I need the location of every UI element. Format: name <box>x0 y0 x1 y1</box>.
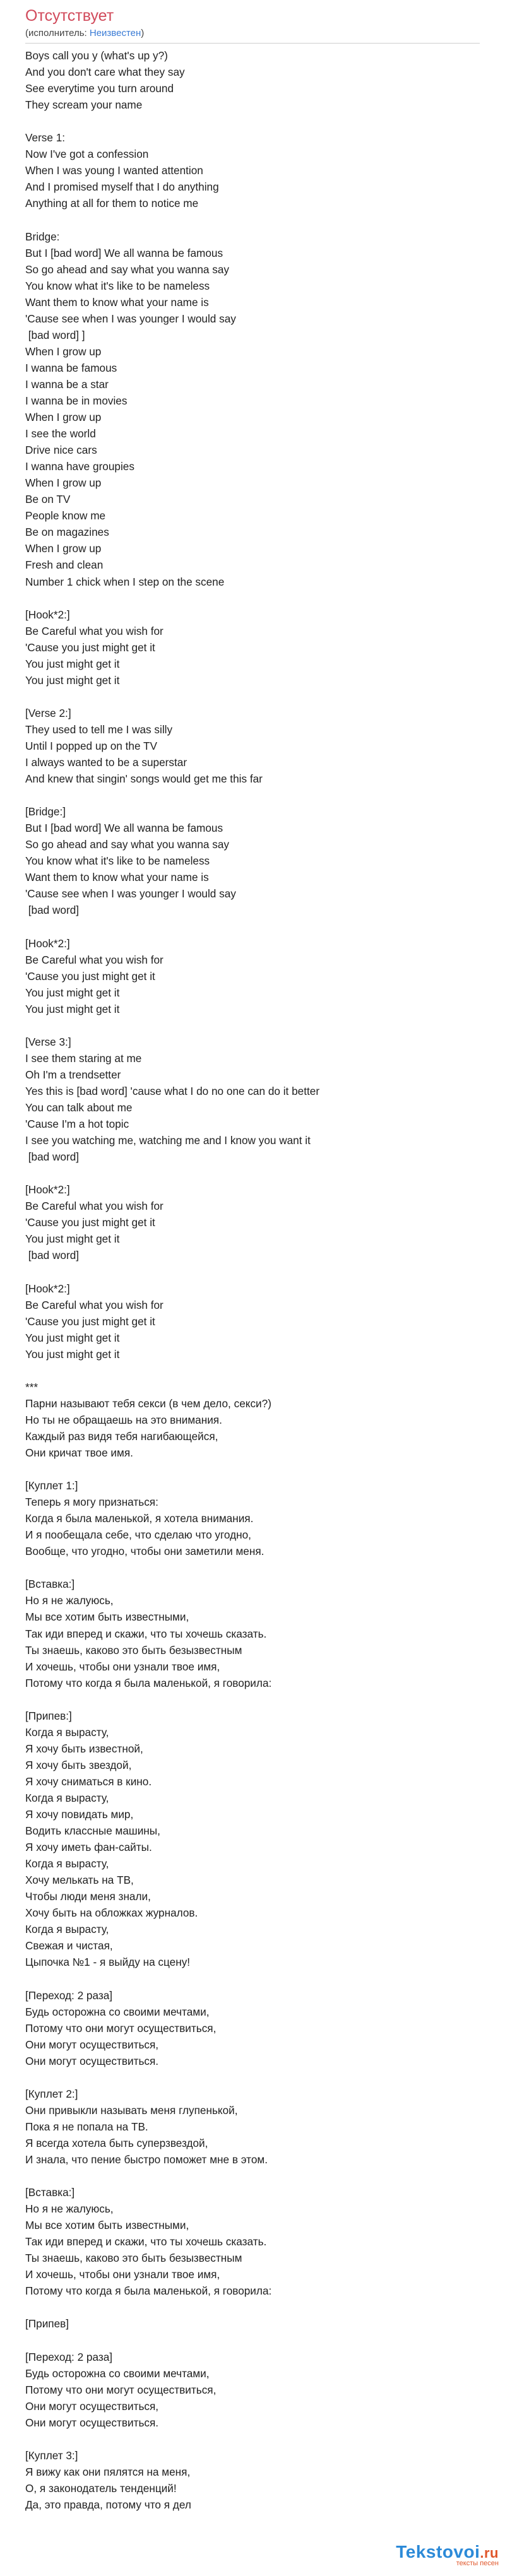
lyrics-body <box>25 47 480 2513</box>
lyric-line: Я хочу сниматься в кино. <box>25 1775 152 1788</box>
lyric-line: [Припев] <box>25 2317 69 2331</box>
lyric-line: И я пообещала себе, что сделаю что угодно, <box>25 1528 251 1542</box>
lyric-blank-line <box>25 918 480 935</box>
lyric-line: I always wanted to be a superstar <box>25 756 187 769</box>
lyric-line: [bad word] ] <box>25 328 85 341</box>
lyric-line: Verse 1: <box>25 131 66 145</box>
lyric-line: Be Careful what you wish for <box>25 1298 163 1311</box>
lyric-line: So go ahead and say what you wanna say <box>25 838 229 851</box>
lyric-line: Anything at all for them to notice me <box>25 197 199 210</box>
lyric-line: [bad word] <box>25 1150 80 1164</box>
lyric-line: When I grow up <box>25 476 102 490</box>
lyric-line: Но я не жалуюсь, <box>25 1594 114 1607</box>
lyric-line: Want them to know what your name is <box>25 295 209 309</box>
lyric-blank-line <box>25 211 480 228</box>
lyric-line: 'Cause you just might get it <box>25 969 155 983</box>
lyric-line: I wanna be a star <box>25 377 109 391</box>
lyric-line: I wanna be in movies <box>25 394 128 407</box>
lyric-line: Когда я вырасту, <box>25 1857 109 1870</box>
watermark-tagline: тексты песен <box>456 2560 499 2567</box>
lyric-line: [Припев:] <box>25 1709 72 1722</box>
lyric-line: 'Cause you just might get it <box>25 1216 155 1229</box>
lyric-line: Be Careful what you wish for <box>25 953 163 966</box>
lyric-line: You just might get it <box>25 1347 120 1361</box>
lyric-line: [Куплет 1:] <box>25 1479 78 1492</box>
artist-suffix: ) <box>141 28 145 38</box>
lyric-line: [Hook*2:] <box>25 1282 70 1295</box>
lyric-line: [Hook*2:] <box>25 936 70 950</box>
lyric-line: You just might get it <box>25 673 120 687</box>
lyric-line: 'Cause I'm a hot topic <box>25 1118 129 1131</box>
lyric-line: Be Careful what you wish for <box>25 1200 163 1213</box>
lyric-line: People know me <box>25 509 106 523</box>
lyric-line: Мы все хотим быть известными, <box>25 1610 189 1624</box>
lyric-line: You just might get it <box>25 986 120 999</box>
lyric-line: They used to tell me I was silly <box>25 723 173 736</box>
lyric-line: [Куплет 3:] <box>25 2449 78 2462</box>
lyric-line: Вообще, что угодно, чтобы они заметили меня. <box>25 1545 264 1558</box>
lyric-line: 'Cause see when I was younger I would say <box>25 312 236 325</box>
lyric-line: Be on magazines <box>25 526 109 539</box>
lyric-line: Потому что они могут осуществиться, <box>25 2383 217 2396</box>
lyric-line: You just might get it <box>25 1232 120 1246</box>
lyric-line: Они могут осуществиться, <box>25 2399 159 2413</box>
lyric-line: Я хочу быть известной, <box>25 1742 143 1755</box>
lyric-line: I see the world <box>25 427 96 440</box>
lyric-blank-line <box>25 590 480 606</box>
lyric-line: Будь осторожна со своими мечтами, <box>25 2366 210 2380</box>
lyric-blank-line <box>25 1461 480 1477</box>
lyric-line: [Вставка:] <box>25 1578 75 1591</box>
title-divider <box>25 43 480 44</box>
lyric-blank-line <box>25 1691 480 1708</box>
artist-prefix: (исполнитель: <box>25 28 90 38</box>
lyric-line: Хочу мелькать на ТВ, <box>25 1874 134 1887</box>
lyric-line: [Переход: 2 раза] <box>25 1988 113 2002</box>
lyric-line: I wanna have groupies <box>25 460 134 473</box>
lyric-blank-line <box>25 2069 480 2086</box>
lyric-line: And you don't care what they say <box>25 66 185 79</box>
lyric-line: When I was young I wanted attention <box>25 164 203 177</box>
lyric-line: Ты знаешь, каково это быть безызвестным <box>25 2252 242 2265</box>
lyric-line: Bridge: <box>25 230 60 243</box>
lyric-line: Они кричат твое имя. <box>25 1446 133 1459</box>
lyric-blank-line <box>25 2332 480 2349</box>
lyric-line: Когда я вырасту, <box>25 1725 109 1739</box>
lyric-line: Be on TV <box>25 493 71 506</box>
lyric-line: 'Cause you just might get it <box>25 641 155 654</box>
lyric-line: Ты знаешь, каково это быть безызвестным <box>25 1643 242 1657</box>
watermark-suffix: .ru <box>480 2545 499 2561</box>
lyric-line: [Hook*2:] <box>25 608 70 621</box>
lyric-line: Так иди вперед и скажи, что ты хочешь сказать. <box>25 1627 267 1640</box>
lyric-line: Водить классные машины, <box>25 1824 160 1838</box>
lyric-line: О, я законодатель тенденций! <box>25 2481 177 2495</box>
lyric-blank-line <box>25 1165 480 1181</box>
lyric-line: And knew that singin' songs would get me this far <box>25 772 263 786</box>
lyric-line: I wanna be famous <box>25 361 117 374</box>
lyric-line: Свежая и чистая, <box>25 1939 113 1953</box>
lyric-line: [Вставка:] <box>25 2186 75 2199</box>
lyric-line: Потому что когда я была маленькой, я говорила: <box>25 1676 272 1689</box>
lyric-line: But I [bad word] We all wanna be famous <box>25 822 223 835</box>
lyric-line: [Bridge:] <box>25 805 66 818</box>
lyric-line: I see you watching me, watching me and I know you want it <box>25 1134 311 1147</box>
lyric-line: Want them to know what your name is <box>25 871 209 884</box>
lyric-line: Я вижу как они пялятся на меня, <box>25 2465 191 2478</box>
lyric-line: You just might get it <box>25 1331 120 1344</box>
lyric-blank-line <box>25 1362 480 1379</box>
lyric-line: You can talk about me <box>25 1101 133 1114</box>
lyric-line: 'Cause you just might get it <box>25 1315 155 1328</box>
lyric-line: Так иди вперед и скажи, что ты хочешь сказать. <box>25 2235 267 2248</box>
lyric-line: Но ты не обращаешь на это внимания. <box>25 1413 222 1426</box>
lyric-line: Хочу быть на обложках журналов. <box>25 1906 198 1920</box>
lyric-line: Но я не жалуюсь, <box>25 2202 114 2216</box>
lyric-line: Когда я была маленькой, я хотела внимания. <box>25 1512 254 1525</box>
lyric-line: You know what it's like to be nameless <box>25 279 210 292</box>
lyric-blank-line <box>25 2299 480 2315</box>
song-title: Отсутствует <box>25 7 114 25</box>
lyric-line: Drive nice cars <box>25 444 97 457</box>
lyric-line: When I grow up <box>25 542 102 555</box>
lyric-line: [Куплет 2:] <box>25 2087 78 2100</box>
lyric-line: Пока я не попала на ТВ. <box>25 2120 148 2133</box>
lyric-line: И хочешь, чтобы они узнали твое имя, <box>25 2268 220 2281</box>
lyric-line: But I [bad word] We all wanna be famous <box>25 246 223 259</box>
artist-line <box>25 27 480 40</box>
lyric-line: Be Careful what you wish for <box>25 624 163 637</box>
lyric-line: Будь осторожна со своими мечтами, <box>25 2005 210 2018</box>
lyric-line: Number 1 chick when I step on the scene <box>25 575 225 588</box>
lyric-line: And I promised myself that I do anything <box>25 180 219 194</box>
lyric-line: Они могут осуществиться. <box>25 2054 159 2067</box>
lyric-line: They scream your name <box>25 98 143 112</box>
lyric-line: Now I've got a confession <box>25 148 149 161</box>
lyric-line: И хочешь, чтобы они узнали твое имя, <box>25 1660 220 1673</box>
lyric-line: You just might get it <box>25 1002 120 1015</box>
lyric-line: Я хочу быть звездой, <box>25 1758 132 1771</box>
lyric-line: When I grow up <box>25 345 102 358</box>
lyric-line: Цыпочка №1 - я выйду на сцену! <box>25 1956 191 1969</box>
lyric-line: Yes this is [bad word] 'cause what I do no one can do it better <box>25 1084 320 1097</box>
lyric-blank-line <box>25 1017 480 1034</box>
lyric-blank-line <box>25 1263 480 1280</box>
site-watermark <box>396 2542 499 2567</box>
lyric-blank-line <box>25 113 480 129</box>
lyric-line: I see them staring at me <box>25 1051 142 1065</box>
lyric-line: Когда я вырасту, <box>25 1923 109 1936</box>
lyric-line: Потому что когда я была маленькой, я говорила: <box>25 2284 272 2298</box>
lyric-blank-line <box>25 2431 480 2447</box>
lyric-line: Парни называют тебя секси (в чем дело, секси?) <box>25 1397 271 1410</box>
lyric-line: Чтобы люди меня знали, <box>25 1890 151 1903</box>
lyric-line: You know what it's like to be nameless <box>25 854 210 868</box>
lyric-line: Когда я вырасту, <box>25 1791 109 1804</box>
lyric-line: И знала, что пение быстро поможет мне в этом. <box>25 2153 268 2166</box>
lyric-line: Теперь я могу признаться: <box>25 1496 158 1509</box>
lyric-line: [Verse 3:] <box>25 1035 71 1048</box>
lyric-blank-line <box>25 688 480 705</box>
lyric-line: You just might get it <box>25 657 120 670</box>
lyric-line: Мы все хотим быть известными, <box>25 2219 189 2232</box>
lyric-line: Они могут осуществиться, <box>25 2038 159 2051</box>
lyric-line: When I grow up <box>25 411 102 424</box>
lyric-blank-line <box>25 1559 480 1576</box>
watermark-main: Tekstovoi <box>396 2542 480 2561</box>
lyric-line: [bad word] <box>25 904 80 917</box>
lyric-line: [Verse 2:] <box>25 706 71 719</box>
lyric-line: Они привыкли называть меня глупенькой, <box>25 2103 238 2117</box>
artist-link[interactable]: Неизвестен <box>89 28 141 38</box>
lyric-blank-line <box>25 787 480 803</box>
lyric-line: Oh I'm a trendsetter <box>25 1068 121 1081</box>
lyric-line: Да, это правда, потому что я дел <box>25 2498 191 2511</box>
lyric-blank-line <box>25 2168 480 2184</box>
lyric-line: 'Cause see when I was younger I would say <box>25 887 236 901</box>
lyric-line: Я хочу иметь фан-сайты. <box>25 1841 152 1854</box>
lyric-line: [Переход: 2 раза] <box>25 2350 113 2363</box>
lyric-line: Я всегда хотела быть суперзвездой, <box>25 2136 208 2149</box>
lyric-blank-line <box>25 1970 480 1987</box>
lyric-line: Until I popped up on the TV <box>25 739 157 752</box>
lyric-line: Потому что они могут осуществиться, <box>25 2021 217 2035</box>
lyric-line: Они могут осуществиться. <box>25 2416 159 2429</box>
lyric-line: Fresh and clean <box>25 558 104 572</box>
lyric-line: So go ahead and say what you wanna say <box>25 263 229 276</box>
lyric-line: Каждый раз видя тебя нагибающейся, <box>25 1429 218 1443</box>
lyric-line: [Hook*2:] <box>25 1183 70 1196</box>
lyric-line: Я хочу повидать мир, <box>25 1808 134 1821</box>
lyric-line: *** <box>25 1380 39 1393</box>
lyric-line: See everytime you turn around <box>25 82 174 95</box>
lyric-line: Boys call you y (what's up y?) <box>25 49 168 62</box>
lyric-line: [bad word] <box>25 1249 80 1262</box>
